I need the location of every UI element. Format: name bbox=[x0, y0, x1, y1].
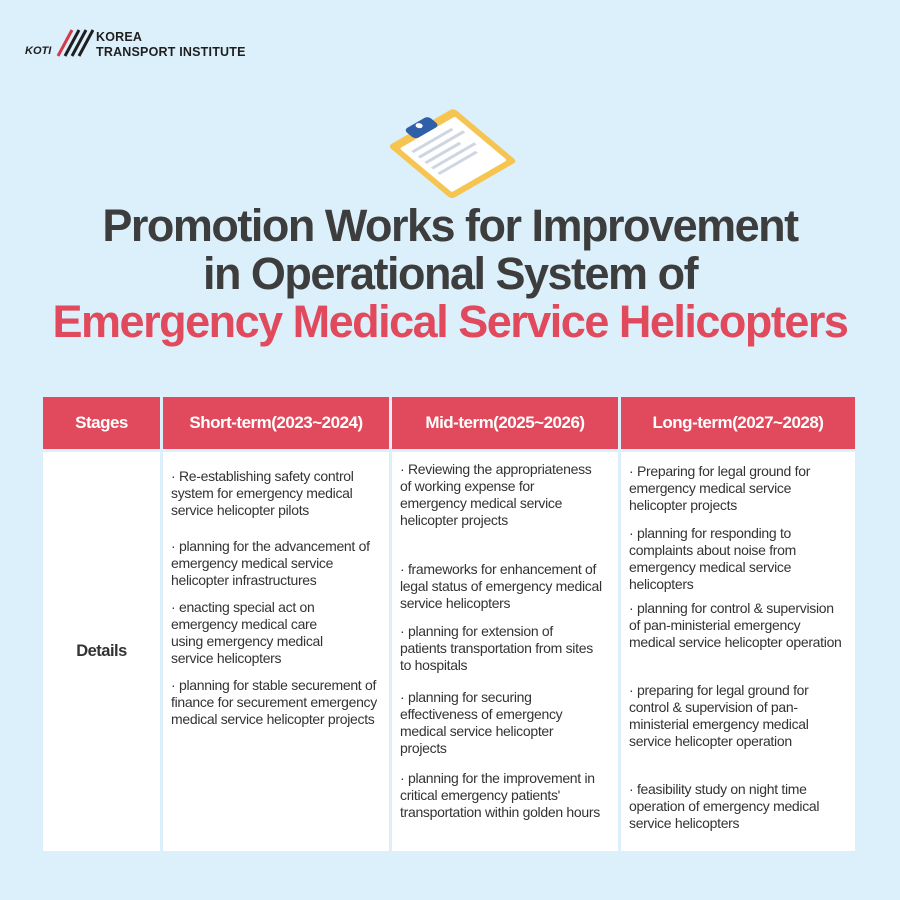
row-label-details: Details bbox=[43, 452, 160, 851]
short-term-item: · planning for stable securement of finance for securement emergency medical service helicopter projects bbox=[171, 677, 377, 727]
header-mid-term: Mid-term(2025~2026) bbox=[392, 397, 618, 449]
mid-term-item: · planning for securing effectiveness of emergency medical service helicopter projects bbox=[400, 689, 563, 756]
mid-term-item: · planning for extension of patients transportation from sites to hospitals bbox=[400, 623, 593, 673]
short-term-item: · planning for the advancement of emergency medical service helicopter infrastructures bbox=[171, 538, 370, 588]
logo-text bbox=[96, 30, 246, 60]
koti-logo-mark-icon bbox=[24, 26, 94, 62]
short-term-cell bbox=[163, 452, 389, 851]
long-term-item: · planning for responding to complaints about noise from emergency medical service helicopters bbox=[629, 525, 796, 592]
clipboard-icon bbox=[378, 108, 522, 198]
mid-term-item: · planning for the improvement in critical emergency patients' transportation within golden hours bbox=[400, 770, 600, 820]
long-term-item: · feasibility study on night time operation of emergency medical service helicopters bbox=[629, 781, 820, 831]
long-term-cell bbox=[621, 452, 855, 851]
short-term-item: · enacting special act on emergency medical care using emergency medical service helicopters bbox=[171, 599, 323, 666]
long-term-item: · Preparing for legal ground for emergency medical service helicopter projects bbox=[629, 463, 811, 513]
logo-name-line2: TRANSPORT INSTITUTE bbox=[96, 45, 246, 59]
koti-logo bbox=[24, 26, 264, 62]
long-term-item: · preparing for legal ground for control & supervision of pan-ministerial emergency medical service helicopter operation bbox=[629, 682, 809, 749]
long-term-item: · planning for control & supervision of pan-ministerial emergency medical service helicopter operation bbox=[629, 600, 842, 650]
title-line-1: Promotion Works for Improvement bbox=[102, 200, 798, 251]
title-line-2: in Operational System of bbox=[202, 248, 698, 299]
promotion-table bbox=[43, 397, 855, 851]
logo-mark-text: KOTI bbox=[25, 45, 52, 57]
page-title bbox=[0, 202, 900, 346]
header-short-term: Short-term(2023~2024) bbox=[163, 397, 389, 449]
mid-term-item: · frameworks for enhancement of legal status of emergency medical service helicopters bbox=[400, 561, 602, 611]
logo-name-line1: KOREA bbox=[96, 30, 143, 44]
mid-term-cell bbox=[392, 452, 618, 851]
header-stages: Stages bbox=[43, 397, 160, 449]
short-term-item: · Re-establishing safety control system for emergency medical service helicopter pilots bbox=[171, 468, 354, 518]
mid-term-item: · Reviewing the appropriateness of working expense for emergency medical service helicopter projects bbox=[400, 461, 592, 528]
title-line-3: Emergency Medical Service Helicopters bbox=[52, 296, 848, 347]
header-long-term: Long-term(2027~2028) bbox=[621, 397, 855, 449]
